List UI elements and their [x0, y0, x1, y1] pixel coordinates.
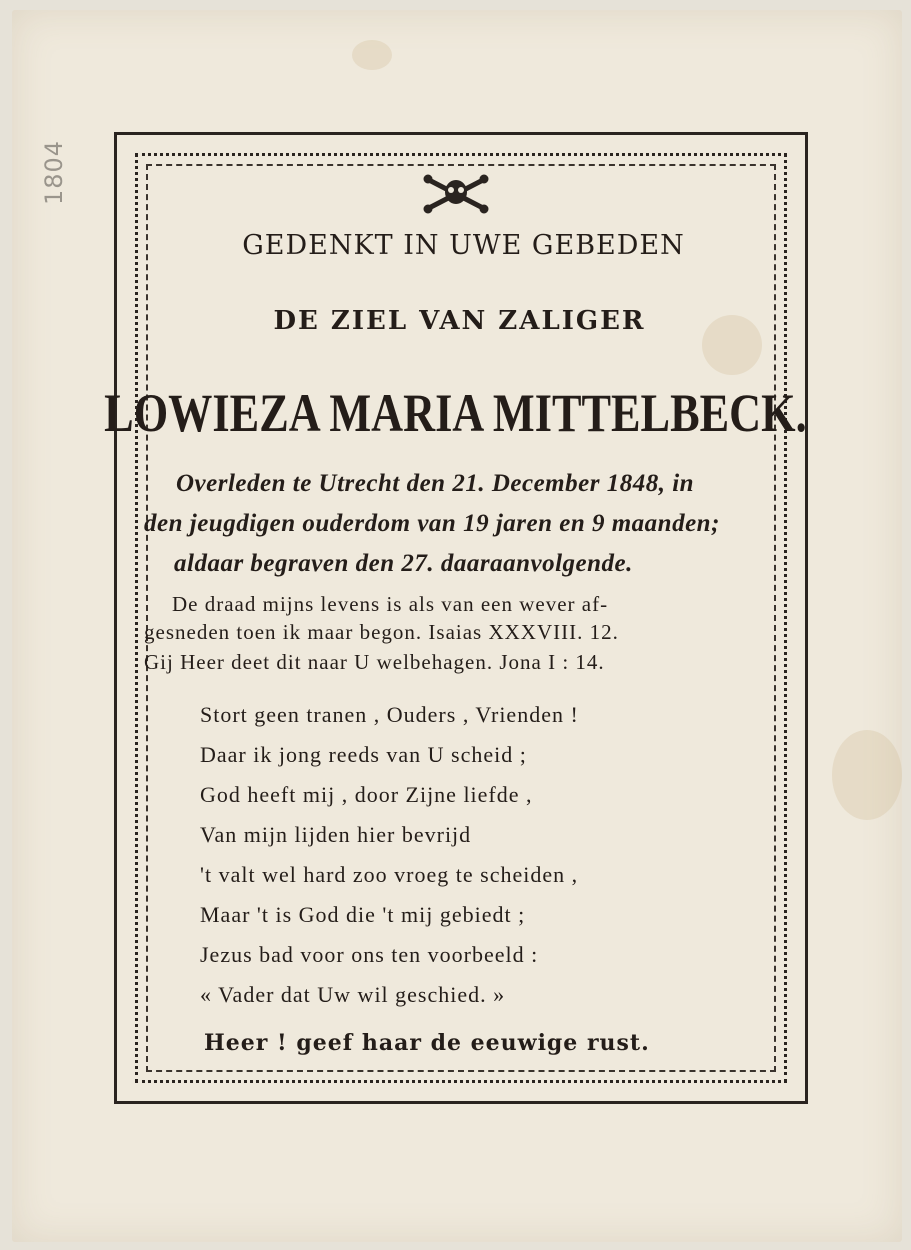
- death-notice-line: Overleden te Utrecht den 21. December 1848, in: [176, 470, 695, 497]
- border-pattern-inner: [146, 164, 776, 1072]
- subheading: DE ZIEL VAN ZALIGER: [273, 306, 646, 336]
- skull-crossbones-icon: [423, 174, 489, 214]
- verse-line: Jezus bad voor ons ten voorbeeld :: [200, 942, 539, 967]
- verse-line: God heeft mij , door Zijne liefde ,: [200, 782, 533, 807]
- verse-line: Stort geen tranen , Ouders , Vrienden !: [200, 702, 579, 727]
- verse-line: Daar ik jong reeds van U scheid ;: [200, 742, 527, 767]
- scripture-line: gesneden toen ik maar begon. Isaias XXXVIII. 12.: [144, 620, 619, 644]
- scripture-line: De draad mijns levens is als van een wever af-: [172, 592, 609, 616]
- verse-line: Van mijn lijden hier bevrijd: [200, 822, 472, 847]
- deceased-name: LOWIEZA MARIA MITTELBECK.: [104, 383, 807, 443]
- scripture-line: Gij Heer deet dit naar U welbehagen. Jona I : 14.: [144, 650, 605, 674]
- verse-line: « Vader dat Uw wil geschied. »: [200, 982, 506, 1007]
- death-notice-line: aldaar begraven den 27. daaraanvolgende.: [174, 550, 633, 577]
- margin-note: 1804: [40, 139, 68, 205]
- verse-line: Maar 't is God die 't mij gebiedt ;: [200, 902, 526, 927]
- closing-prayer: Heer ! geef haar de eeuwige rust.: [204, 1030, 650, 1056]
- heading: GEDENKT IN UWE GEBEDEN: [242, 230, 685, 261]
- paper-stain: [352, 40, 392, 70]
- death-notice-line: den jeugdigen ouderdom van 19 jaren en 9 maanden;: [144, 510, 720, 537]
- paper-stain: [832, 730, 902, 820]
- verse-line: 't valt wel hard zoo vroeg te scheiden ,: [200, 862, 579, 887]
